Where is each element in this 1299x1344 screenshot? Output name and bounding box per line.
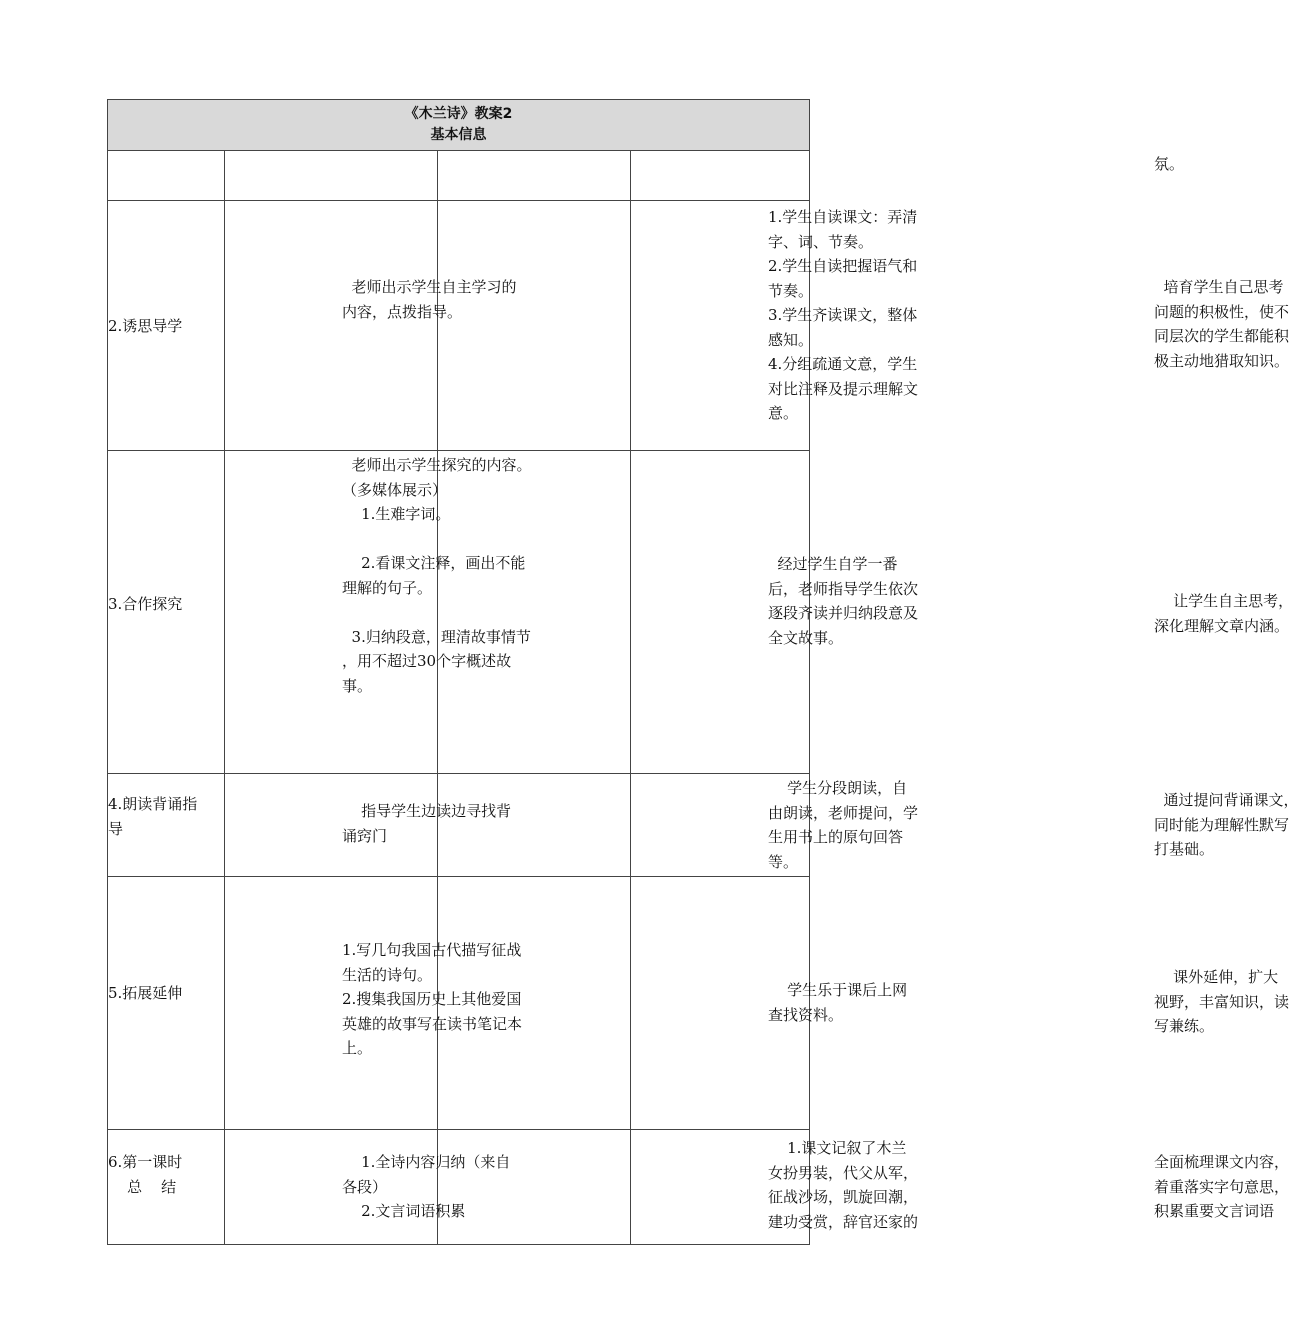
student-activity-cell: [438, 151, 631, 200]
teacher-activity-cell: 1.写几句我国古代描写征战 生活的诗句。 2.搜集我国历史上其他爱国 英雄的故事写在读书笔记本 上。: [225, 877, 438, 1129]
table-row: [108, 774, 1299, 877]
teacher-activity-cell: 指导学生边读边寻找背 诵窍门: [225, 774, 438, 876]
student-activity-cell: 学生分段朗读，自 由朗读，老师提问，学 生用书上的原句回答 等。: [438, 774, 631, 876]
student-activity-cell: 1.学生自读课文：弄清 字、词、节奏。 2.学生自读把握语气和 节奏。 3.学生齐读课文，整体 感知。 4.分组疏通文意，学生 对比注释及提示理解文 意。: [438, 201, 631, 450]
teacher-activity-cell: 老师出示学生自主学习的 内容，点拨指导。: [225, 201, 438, 450]
lesson-plan-table: [107, 99, 1299, 1245]
stage-cell: 2.诱思导学: [108, 201, 225, 450]
design-intent-cell: 氛。: [1154, 155, 1185, 173]
teacher-activity-cell: 1.全诗内容归纳（来自 各段） 2.文言词语积累: [225, 1130, 438, 1244]
teacher-activity-cell: 老师出示学生探究的内容。 （多媒体展示） 1.生难字词。 2.看课文注释，画出不能 理解的句子。 3.归纳段意，理清故事情节 ，用不超过30个字概述故 事。: [225, 451, 438, 773]
teacher-activity-cell: [225, 151, 438, 200]
design-intent-cell: 培育学生自己思考 问题的积极性，使不 同层次的学生都能积 极主动地猎取知识。: [1154, 278, 1290, 370]
table-row: [108, 151, 1185, 201]
design-intent-cell: 让学生自主思考， 深化理解文章内涵。: [1154, 592, 1294, 635]
stage-cell: 4.朗读背诵指 导: [108, 774, 225, 876]
design-intent-cell: 课外延伸，扩大 视野，丰富知识，读 写兼练。: [1154, 968, 1290, 1035]
table-header: [108, 100, 809, 151]
student-activity-cell: 学生乐于课后上网 查找资料。: [438, 877, 631, 1129]
table-row: [108, 201, 1290, 451]
stage-cell: 6.第一课时 总 结: [108, 1130, 225, 1244]
table-row: [108, 877, 1290, 1130]
stage-cell: [108, 151, 225, 200]
stage-cell: 5.拓展延伸: [108, 877, 225, 1129]
design-intent-cell: 通过提问背诵课文， 同时能为理解性默写 打基础。: [1154, 791, 1299, 858]
stage-cell: 3.合作探究: [108, 451, 225, 773]
design-intent-cell: 全面梳理课文内容， 着重落实字句意思， 积累重要文言词语: [1154, 1153, 1290, 1220]
student-activity-cell: 经过学生自学一番 后，老师指导学生依次 逐段齐读并归纳段意及 全文故事。: [438, 451, 631, 773]
table-row: [108, 1130, 1290, 1244]
table-row: [108, 451, 1294, 774]
student-activity-cell: 1.课文记叙了木兰 女扮男装，代父从军， 征战沙场，凯旋回潮， 建功受赏，辞官还家的: [438, 1130, 631, 1244]
table-title: 《木兰诗》教案2: [404, 106, 513, 122]
table-subtitle: 基本信息: [430, 127, 487, 143]
